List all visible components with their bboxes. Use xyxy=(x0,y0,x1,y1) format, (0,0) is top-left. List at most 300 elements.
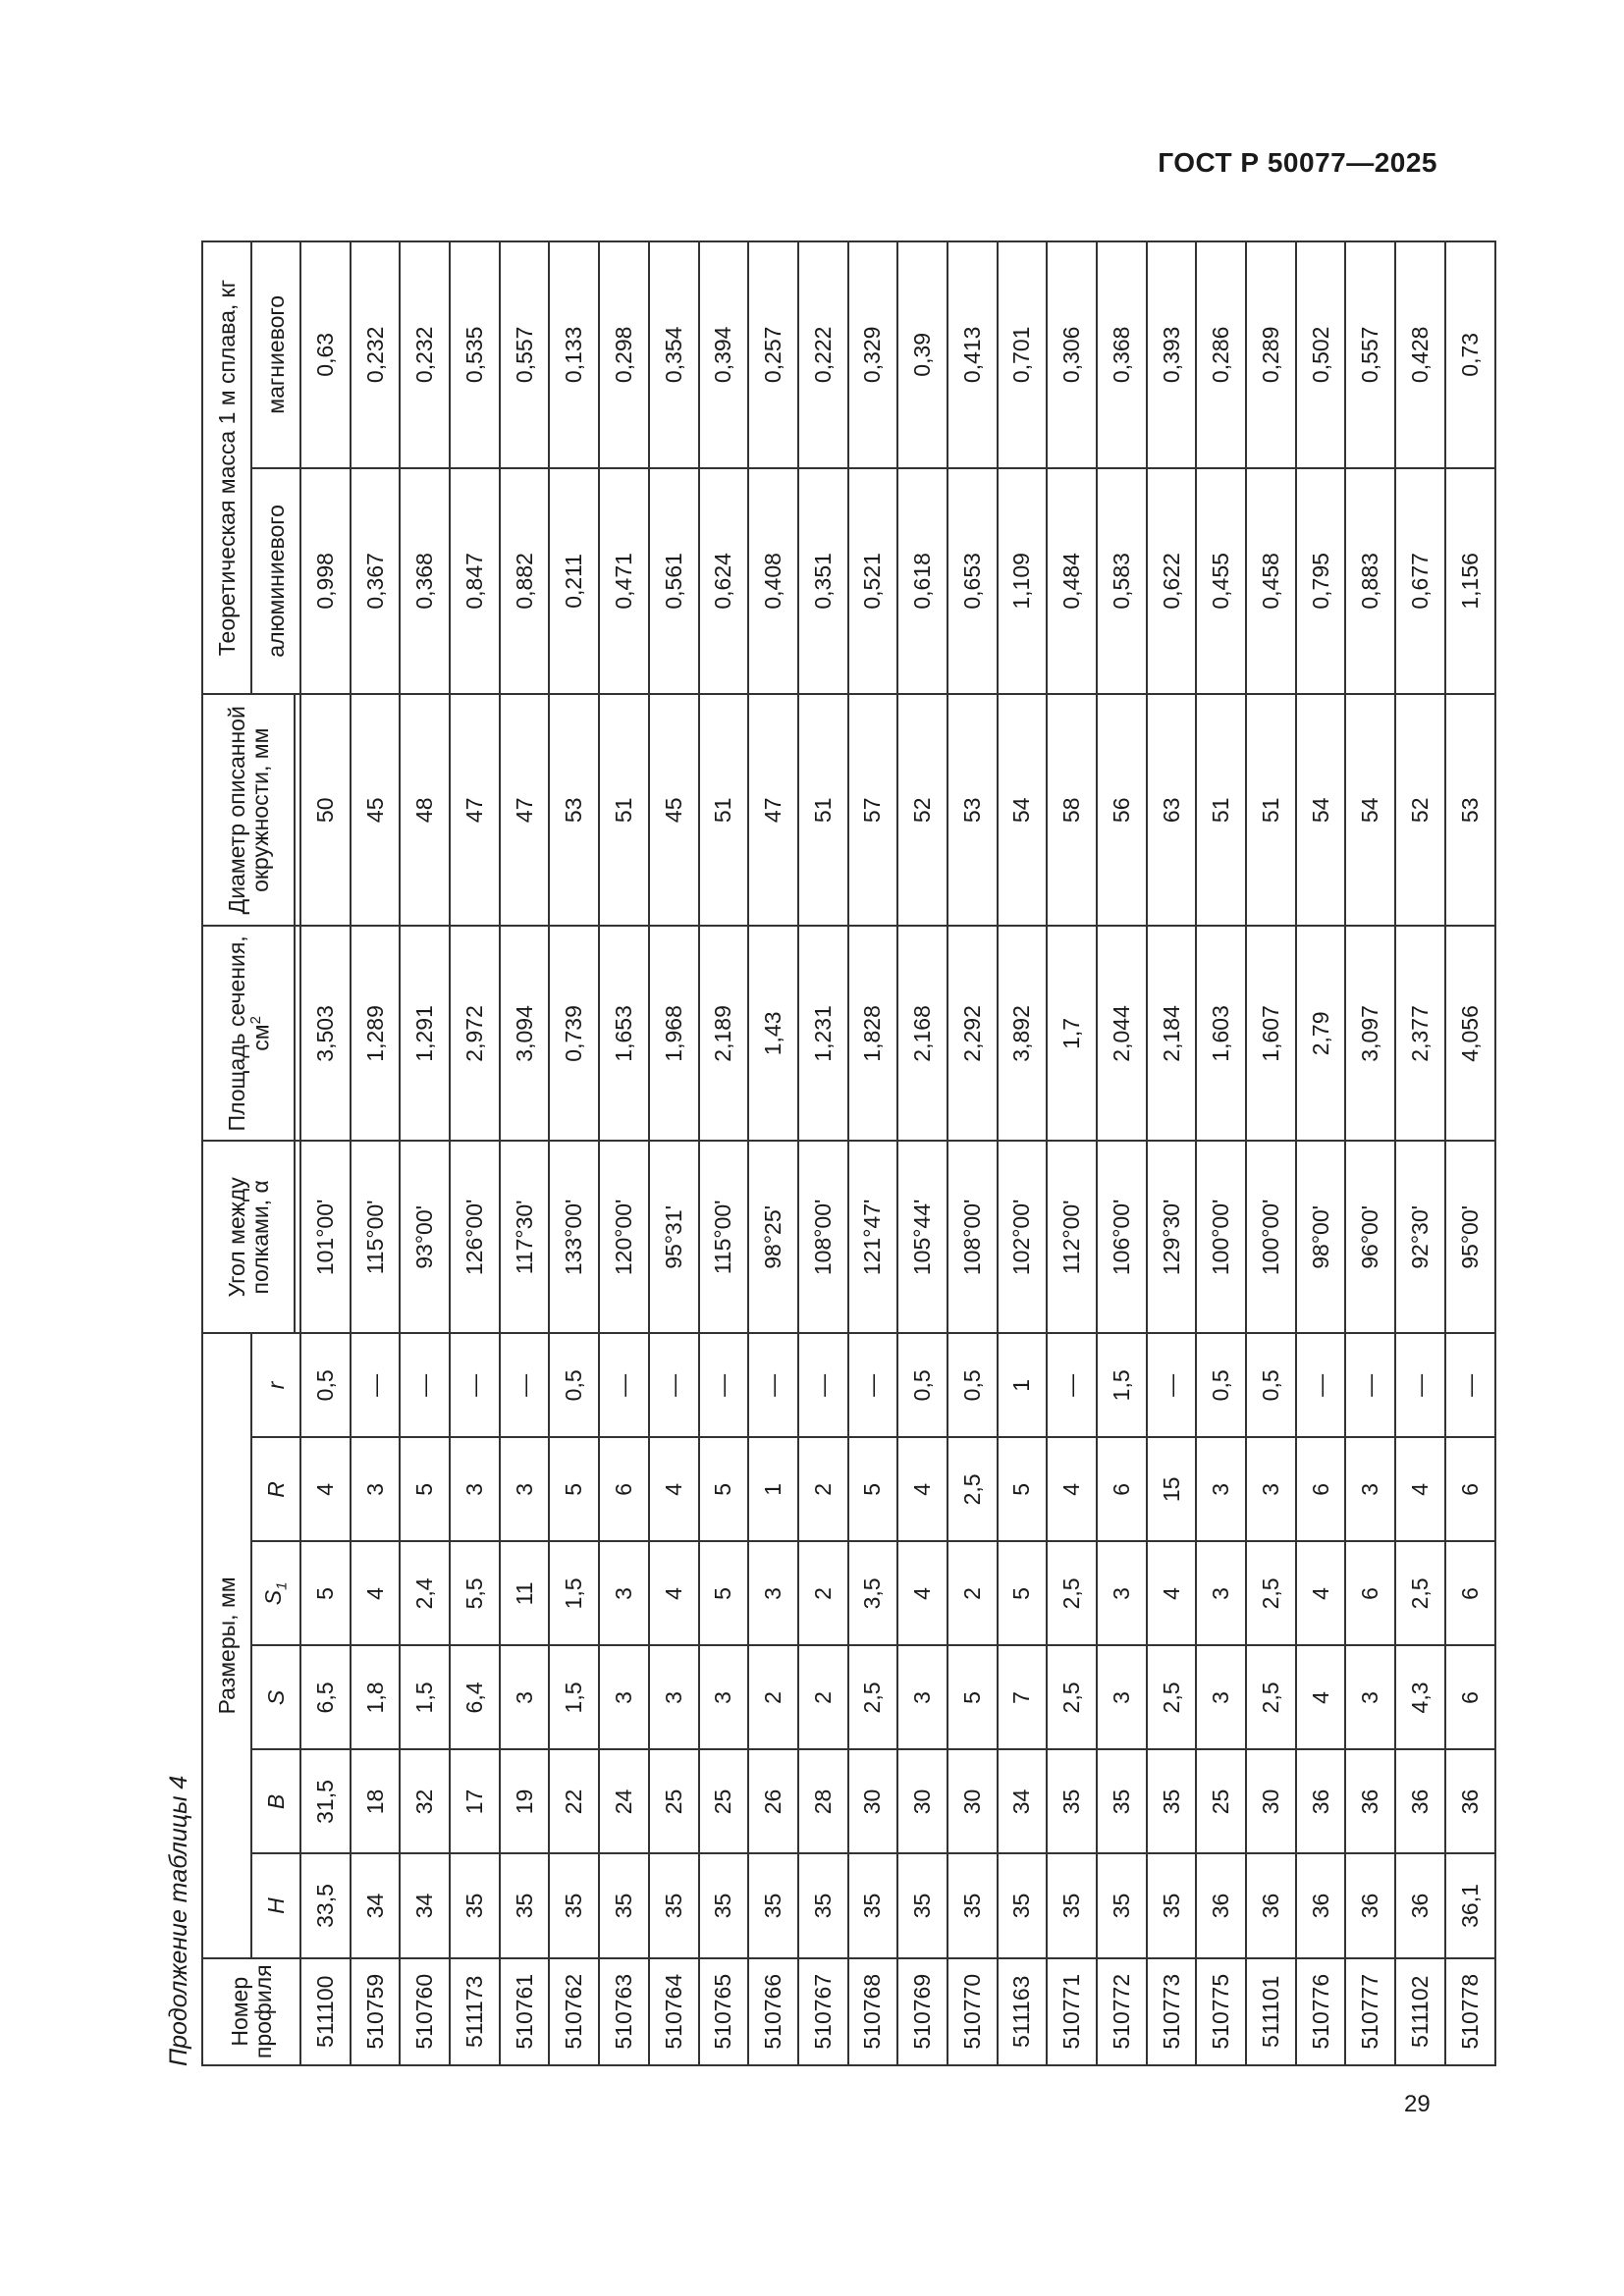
table-cell: 105°44' xyxy=(897,1141,947,1333)
table-cell: 3 xyxy=(1345,1645,1395,1749)
table-cell: 28 xyxy=(798,1749,848,1853)
table-cell: 2,044 xyxy=(1097,926,1147,1141)
table-cell: 1 xyxy=(998,1333,1048,1437)
table-cell: 0,583 xyxy=(1097,468,1147,695)
table-cell: 510769 xyxy=(897,1958,947,2065)
table-cell: 3 xyxy=(599,1541,649,1645)
table-cell: 1,43 xyxy=(748,926,798,1141)
table-cell: — xyxy=(848,1333,898,1437)
table-cell: 129°30' xyxy=(1147,1141,1197,1333)
table-cell: 5 xyxy=(699,1541,749,1645)
table-cell: 0,455 xyxy=(1196,468,1246,695)
table-cell: 1,5 xyxy=(549,1541,599,1645)
table-cell: 30 xyxy=(848,1749,898,1853)
table-cell: 33,5 xyxy=(300,1853,351,1957)
table-cell: 510778 xyxy=(1445,1958,1495,2065)
table-cell: 0,618 xyxy=(897,468,947,695)
rotated-table-area xyxy=(157,240,1483,2066)
table-cell: 36 xyxy=(1445,1749,1495,1853)
table-caption: Продолжение таблицы 4 xyxy=(165,1775,192,2066)
table-cell: 35 xyxy=(748,1853,798,1957)
table-cell: 100°00' xyxy=(1196,1141,1246,1333)
table-cell: 5 xyxy=(549,1437,599,1541)
table-row xyxy=(848,241,898,2065)
table-cell: 6 xyxy=(1445,1645,1495,1749)
table-cell: 2 xyxy=(947,1541,998,1645)
table-cell: — xyxy=(1345,1333,1395,1437)
table-row xyxy=(1097,241,1147,2065)
table-cell: 0,298 xyxy=(599,241,649,468)
table-cell: 2,5 xyxy=(1147,1645,1197,1749)
table-cell: 121°47' xyxy=(848,1141,898,1333)
table-cell: 35 xyxy=(649,1853,699,1957)
table-cell: 0,739 xyxy=(549,926,599,1141)
table-cell: 22 xyxy=(549,1749,599,1853)
table-cell: 11 xyxy=(500,1541,550,1645)
table-cell: 92°30' xyxy=(1395,1141,1445,1333)
table-cell: 1,231 xyxy=(798,926,848,1141)
table-cell: 511163 xyxy=(998,1958,1048,2065)
table-cell: 510765 xyxy=(699,1958,749,2065)
table-cell: 1,5 xyxy=(549,1645,599,1749)
table-cell: 47 xyxy=(450,694,500,926)
table-cell: 1,968 xyxy=(649,926,699,1141)
table-cell: 0,557 xyxy=(500,241,550,468)
table-cell: 3,5 xyxy=(848,1541,898,1645)
table-cell: 3 xyxy=(351,1437,401,1541)
table-cell: 53 xyxy=(947,694,998,926)
table-cell: 35 xyxy=(1047,1853,1097,1957)
table-cell: 3 xyxy=(599,1645,649,1749)
table-cell: 0,306 xyxy=(1047,241,1097,468)
table-cell: 4 xyxy=(300,1437,351,1541)
table-cell: 115°00' xyxy=(699,1141,749,1333)
table-cell: — xyxy=(400,1333,450,1437)
table-cell: 3 xyxy=(500,1645,550,1749)
table-cell: 95°00' xyxy=(1445,1141,1495,1333)
table-row xyxy=(998,241,1048,2065)
table-cell: 36 xyxy=(1395,1749,1445,1853)
table-cell: 31,5 xyxy=(300,1749,351,1853)
table-cell: 4 xyxy=(1047,1437,1097,1541)
table-cell: 510759 xyxy=(351,1958,401,2065)
table-cell: 101°00' xyxy=(300,1141,351,1333)
table-cell: 54 xyxy=(998,694,1048,926)
standard-code: ГОСТ Р 50077—2025 xyxy=(1158,147,1437,178)
table-cell: 47 xyxy=(500,694,550,926)
table-cell: 35 xyxy=(699,1853,749,1957)
table-cell: 2 xyxy=(798,1541,848,1645)
table-cell: 0,557 xyxy=(1345,241,1395,468)
table-cell: — xyxy=(699,1333,749,1437)
table-cell: 0,393 xyxy=(1147,241,1197,468)
table-cell: 1,289 xyxy=(351,926,401,1141)
table-cell: — xyxy=(798,1333,848,1437)
table-cell: 0,5 xyxy=(1246,1333,1296,1437)
table-cell: 3 xyxy=(897,1645,947,1749)
table-cell: — xyxy=(748,1333,798,1437)
table-row xyxy=(500,241,550,2065)
table-cell: 3,094 xyxy=(500,926,550,1141)
table-cell: 0,521 xyxy=(848,468,898,695)
table-row xyxy=(1445,241,1495,2065)
table-cell: 35 xyxy=(599,1853,649,1957)
table-cell: 2,5 xyxy=(1047,1645,1097,1749)
table-cell: 126°00' xyxy=(450,1141,500,1333)
table-cell: 35 xyxy=(848,1853,898,1957)
table-cell: 3 xyxy=(699,1645,749,1749)
table-cell: 34 xyxy=(998,1749,1048,1853)
table-cell: 58 xyxy=(1047,694,1097,926)
col-S: S xyxy=(251,1645,300,1749)
table-cell: 3 xyxy=(649,1645,699,1749)
table-cell: 6,4 xyxy=(450,1645,500,1749)
table-cell: 3,097 xyxy=(1345,926,1395,1141)
table-cell: 4,3 xyxy=(1395,1645,1445,1749)
table-cell: 510761 xyxy=(500,1958,550,2065)
table-cell: 510771 xyxy=(1047,1958,1097,2065)
col-profile: Номер профиля xyxy=(202,1958,300,2065)
table-cell: — xyxy=(1147,1333,1197,1437)
table-cell: 0,351 xyxy=(798,468,848,695)
table-cell: 4 xyxy=(351,1541,401,1645)
table-cell: 2,5 xyxy=(1246,1645,1296,1749)
table-cell: 2,5 xyxy=(848,1645,898,1749)
table-cell: — xyxy=(1296,1333,1346,1437)
table-cell: 0,211 xyxy=(549,468,599,695)
table-cell: 36 xyxy=(1196,1853,1246,1957)
table-cell: 0,502 xyxy=(1296,241,1346,468)
table-cell: 51 xyxy=(1246,694,1296,926)
table-cell: 3,503 xyxy=(300,926,351,1141)
table-cell: 0,882 xyxy=(500,468,550,695)
col-H: H xyxy=(251,1853,300,1957)
table-cell: 6 xyxy=(1296,1437,1346,1541)
table-cell: 0,622 xyxy=(1147,468,1197,695)
table-cell: 6 xyxy=(1345,1541,1395,1645)
table-cell: 0,535 xyxy=(450,241,500,468)
table-cell: 36 xyxy=(1345,1749,1395,1853)
table-cell: 51 xyxy=(798,694,848,926)
table-cell: 510770 xyxy=(947,1958,998,2065)
table-cell: 52 xyxy=(1395,694,1445,926)
table-cell: 4,056 xyxy=(1445,926,1495,1141)
table-cell: 30 xyxy=(897,1749,947,1853)
table-cell: 511100 xyxy=(300,1958,351,2065)
table-row xyxy=(699,241,749,2065)
table-cell: 510773 xyxy=(1147,1958,1197,2065)
table-cell: 35 xyxy=(998,1853,1048,1957)
table-cell: 0,428 xyxy=(1395,241,1445,468)
table-row xyxy=(947,241,998,2065)
col-mass-group: Теоретическая масса 1 м сплава, кг xyxy=(202,241,251,694)
table-cell: 0,232 xyxy=(400,241,450,468)
table-cell: 5 xyxy=(998,1541,1048,1645)
table-cell: 2,5 xyxy=(1395,1541,1445,1645)
table-cell: 7 xyxy=(998,1645,1048,1749)
table-cell: 4 xyxy=(1147,1541,1197,1645)
table-cell: 0,133 xyxy=(549,241,599,468)
table-cell: 25 xyxy=(649,1749,699,1853)
table-cell: 0,354 xyxy=(649,241,699,468)
table-cell: 0,63 xyxy=(300,241,351,468)
table-cell: 5 xyxy=(848,1437,898,1541)
col-angle: Угол между полками, α xyxy=(202,1141,295,1333)
table-cell: 4 xyxy=(897,1541,947,1645)
table-cell: 0,883 xyxy=(1345,468,1395,695)
col-diameter: Диаметр описанной окружности, мм xyxy=(202,694,295,926)
table-cell: 0,222 xyxy=(798,241,848,468)
table-cell: 2,79 xyxy=(1296,926,1346,1141)
table-cell: — xyxy=(1047,1333,1097,1437)
table-cell: 51 xyxy=(699,694,749,926)
table-cell: 115°00' xyxy=(351,1141,401,1333)
table-cell: 35 xyxy=(1097,1853,1147,1957)
table-cell: 95°31' xyxy=(649,1141,699,1333)
table-cell: 2 xyxy=(748,1645,798,1749)
table-row xyxy=(1196,241,1246,2065)
table-cell: 0,795 xyxy=(1296,468,1346,695)
table-cell: 35 xyxy=(1147,1749,1197,1853)
table-cell: 0,561 xyxy=(649,468,699,695)
table-cell: 0,329 xyxy=(848,241,898,468)
table-cell: 0,998 xyxy=(300,468,351,695)
table-cell: 19 xyxy=(500,1749,550,1853)
table-cell: 510775 xyxy=(1196,1958,1246,2065)
table-cell: 35 xyxy=(500,1853,550,1957)
table-cell: 0,286 xyxy=(1196,241,1246,468)
table-row xyxy=(1395,241,1445,2065)
table-cell: 1,109 xyxy=(998,468,1048,695)
table-cell: 50 xyxy=(300,694,351,926)
col-magnesium: магниевого xyxy=(251,241,300,468)
table-row xyxy=(1345,241,1395,2065)
table-cell: 51 xyxy=(599,694,649,926)
table-row xyxy=(549,241,599,2065)
table-cell: 96°00' xyxy=(1345,1141,1395,1333)
table-cell: 510767 xyxy=(798,1958,848,2065)
table-row xyxy=(897,241,947,2065)
table-cell: 56 xyxy=(1097,694,1147,926)
table-cell: 1 xyxy=(748,1437,798,1541)
table-cell: 53 xyxy=(1445,694,1495,926)
table-cell: 2,972 xyxy=(450,926,500,1141)
table-cell: 30 xyxy=(947,1749,998,1853)
table-cell: 4 xyxy=(649,1437,699,1541)
table-cell: 1,5 xyxy=(400,1645,450,1749)
table-cell: 35 xyxy=(549,1853,599,1957)
table-cell: 1,156 xyxy=(1445,468,1495,695)
table-cell: 3 xyxy=(1097,1645,1147,1749)
table-cell: 3 xyxy=(500,1437,550,1541)
table-row xyxy=(599,241,649,2065)
table-cell: 5,5 xyxy=(450,1541,500,1645)
table-cell: 4 xyxy=(649,1541,699,1645)
col-area: Площадь сечения, $см^2$ xyxy=(202,926,295,1141)
table-cell: 1,653 xyxy=(599,926,649,1141)
table-cell: 35 xyxy=(1097,1749,1147,1853)
table-cell: 48 xyxy=(400,694,450,926)
table-cell: — xyxy=(649,1333,699,1437)
table-cell: 15 xyxy=(1147,1437,1197,1541)
table-cell: 0,368 xyxy=(400,468,450,695)
table-cell: 18 xyxy=(351,1749,401,1853)
table-cell: 4 xyxy=(1296,1541,1346,1645)
table-cell: 5 xyxy=(699,1437,749,1541)
page-number: 29 xyxy=(1404,2091,1431,2117)
table-cell: 2,4 xyxy=(400,1541,450,1645)
table-cell: — xyxy=(1395,1333,1445,1437)
table-cell: 4 xyxy=(1395,1437,1445,1541)
table-cell: 35 xyxy=(1147,1853,1197,1957)
table-cell: 100°00' xyxy=(1246,1141,1296,1333)
table-cell: 0,5 xyxy=(897,1333,947,1437)
table-cell: 0,677 xyxy=(1395,468,1445,695)
table-cell: 3 xyxy=(1196,1437,1246,1541)
table-row xyxy=(351,241,401,2065)
table-cell: 0,39 xyxy=(897,241,947,468)
table-cell: 47 xyxy=(748,694,798,926)
table-row xyxy=(400,241,450,2065)
table-cell: 0,367 xyxy=(351,468,401,695)
table-cell: 5 xyxy=(400,1437,450,1541)
table-cell: 2,184 xyxy=(1147,926,1197,1141)
table-cell: 510760 xyxy=(400,1958,450,2065)
table-cell: 510772 xyxy=(1097,1958,1147,2065)
table-cell: 36 xyxy=(1345,1853,1395,1957)
table-cell: 26 xyxy=(748,1749,798,1853)
table-cell: 1,7 xyxy=(1047,926,1097,1141)
table-cell: 6 xyxy=(1445,1437,1495,1541)
table-row xyxy=(649,241,699,2065)
table-cell: 0,847 xyxy=(450,468,500,695)
table-cell: 17 xyxy=(450,1749,500,1853)
table-cell: 102°00' xyxy=(998,1141,1048,1333)
table-cell: 2,5 xyxy=(947,1437,998,1541)
table-cell: 35 xyxy=(798,1853,848,1957)
table-cell: 0,458 xyxy=(1246,468,1296,695)
table-cell: 108°00' xyxy=(798,1141,848,1333)
col-aluminum: алюминиевого xyxy=(251,468,300,695)
table-cell: 0,413 xyxy=(947,241,998,468)
table-cell: 106°00' xyxy=(1097,1141,1147,1333)
profiles-table xyxy=(201,240,1496,2066)
table-cell: 3 xyxy=(1246,1437,1296,1541)
table-cell: 3 xyxy=(1097,1541,1147,1645)
table-cell: 2 xyxy=(798,1645,848,1749)
table-cell: — xyxy=(351,1333,401,1437)
table-cell: 2,5 xyxy=(1047,1541,1097,1645)
table-cell: 3 xyxy=(1345,1437,1395,1541)
table-cell: 34 xyxy=(400,1853,450,1957)
table-cell: 0,5 xyxy=(947,1333,998,1437)
table-row xyxy=(1147,241,1197,2065)
table-cell: 0,73 xyxy=(1445,241,1495,468)
col-R: R xyxy=(251,1437,300,1541)
table-cell: 511101 xyxy=(1246,1958,1296,2065)
table-cell: 120°00' xyxy=(599,1141,649,1333)
table-cell: 35 xyxy=(947,1853,998,1957)
table-cell: 4 xyxy=(1296,1645,1346,1749)
table-cell: 54 xyxy=(1296,694,1346,926)
table-cell: 4 xyxy=(897,1437,947,1541)
table-cell: 0,232 xyxy=(351,241,401,468)
table-cell: — xyxy=(1445,1333,1495,1437)
table-cell: 6,5 xyxy=(300,1645,351,1749)
table-cell: 0,289 xyxy=(1246,241,1296,468)
table-cell: 98°25' xyxy=(748,1141,798,1333)
table-cell: 35 xyxy=(450,1853,500,1957)
table-cell: 0,484 xyxy=(1047,468,1097,695)
table-cell: 2,168 xyxy=(897,926,947,1141)
col-dims-group: Размеры, мм xyxy=(202,1333,251,1957)
table-cell: 36 xyxy=(1246,1853,1296,1957)
table-cell: 25 xyxy=(1196,1749,1246,1853)
table-cell: 30 xyxy=(1246,1749,1296,1853)
table-cell: 5 xyxy=(998,1437,1048,1541)
table-cell: 1,8 xyxy=(351,1645,401,1749)
table-cell: — xyxy=(500,1333,550,1437)
table-cell: 6 xyxy=(599,1437,649,1541)
table-cell: 36,1 xyxy=(1445,1853,1495,1957)
table-cell: 133°00' xyxy=(549,1141,599,1333)
table-cell: 35 xyxy=(1047,1749,1097,1853)
table-cell: 25 xyxy=(699,1749,749,1853)
table-cell: 0,394 xyxy=(699,241,749,468)
table-cell: 24 xyxy=(599,1749,649,1853)
table-cell: 6 xyxy=(1097,1437,1147,1541)
table-cell: 2 xyxy=(798,1437,848,1541)
table-cell: 52 xyxy=(897,694,947,926)
table-cell: 54 xyxy=(1345,694,1395,926)
table-cell: 108°00' xyxy=(947,1141,998,1333)
table-cell: 510766 xyxy=(748,1958,798,2065)
table-cell: 1,603 xyxy=(1196,926,1246,1141)
table-cell: 3 xyxy=(748,1541,798,1645)
table-cell: 0,257 xyxy=(748,241,798,468)
table-row xyxy=(300,241,351,2065)
table-cell: 6 xyxy=(1445,1541,1495,1645)
table-cell: 36 xyxy=(1296,1749,1346,1853)
table-cell: 0,5 xyxy=(1196,1333,1246,1437)
table-cell: 0,5 xyxy=(549,1333,599,1437)
table-row xyxy=(798,241,848,2065)
table-cell: 0,701 xyxy=(998,241,1048,468)
table-row xyxy=(748,241,798,2065)
table-cell: 2,189 xyxy=(699,926,749,1141)
table-cell: 510762 xyxy=(549,1958,599,2065)
table-cell: 32 xyxy=(400,1749,450,1853)
table-cell: 98°00' xyxy=(1296,1141,1346,1333)
table-cell: 0,408 xyxy=(748,468,798,695)
table-cell: 510764 xyxy=(649,1958,699,2065)
table-row xyxy=(450,241,500,2065)
table-cell: 510763 xyxy=(599,1958,649,2065)
table-cell: 2,377 xyxy=(1395,926,1445,1141)
table-cell: 57 xyxy=(848,694,898,926)
table-cell: 93°00' xyxy=(400,1141,450,1333)
table-cell: 36 xyxy=(1296,1853,1346,1957)
table-cell: 0,624 xyxy=(699,468,749,695)
table-cell: 35 xyxy=(897,1853,947,1957)
col-S1: $S_1$ xyxy=(251,1541,300,1645)
table-cell: 63 xyxy=(1147,694,1197,926)
table-cell: 36 xyxy=(1395,1853,1445,1957)
table-cell: 3,892 xyxy=(998,926,1048,1141)
table-row xyxy=(1047,241,1097,2065)
table-cell: 45 xyxy=(649,694,699,926)
table-cell: — xyxy=(599,1333,649,1437)
